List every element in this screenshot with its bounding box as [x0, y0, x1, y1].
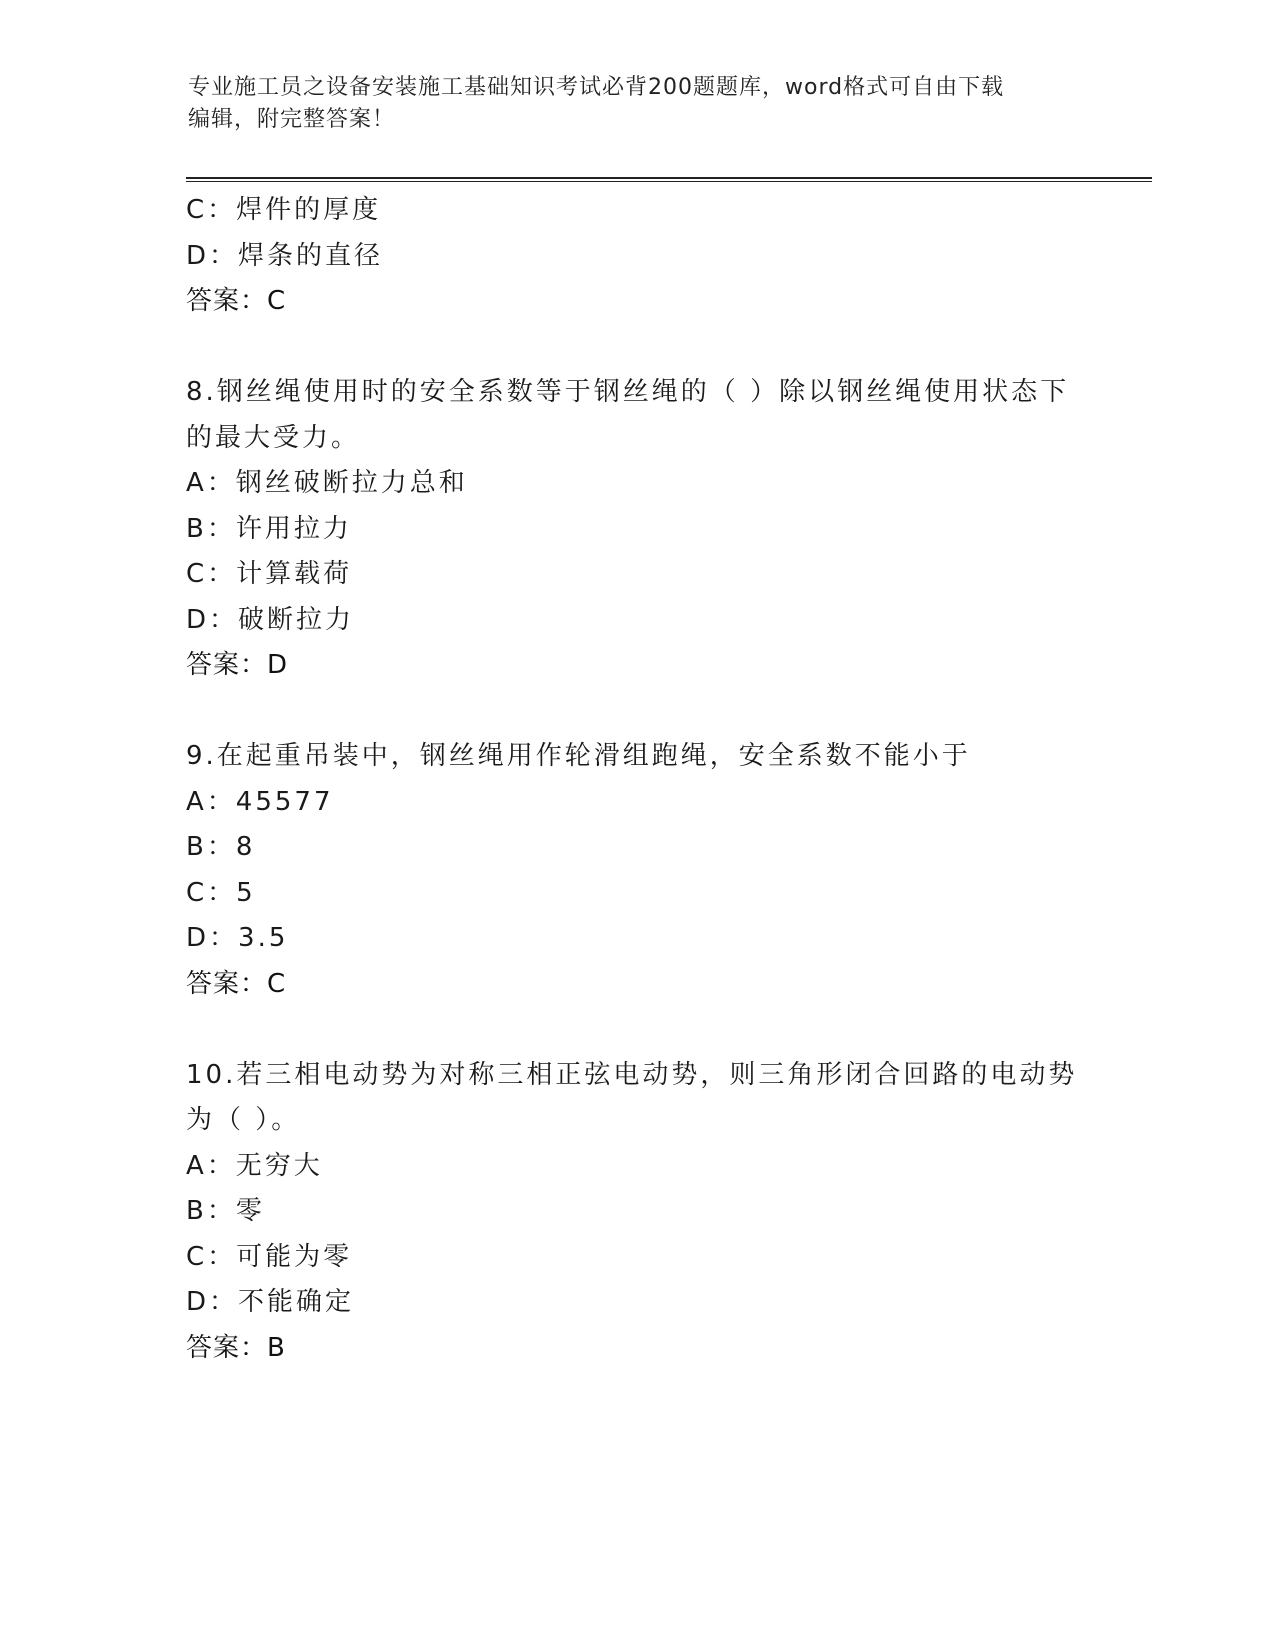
question-list — [186, 188, 1086, 1371]
question-block — [186, 1053, 1086, 1372]
answer-label: 答案：C — [186, 286, 287, 316]
option-b: B：许用拉力 — [186, 513, 352, 544]
option-b: B：零 — [186, 1196, 265, 1226]
option-a: A：钢丝破断拉力总和 — [186, 468, 468, 498]
option-d: D：破断拉力 — [186, 604, 355, 635]
question-stem: 8.钢丝绳使用时的安全系数等于钢丝绳的（ ）除以钢丝绳使用状态下 — [186, 377, 1070, 407]
question-stem: 的最大受力。 — [186, 422, 361, 453]
spacer — [186, 689, 1086, 735]
spacer — [186, 1007, 1086, 1053]
option-d: D：不能确定 — [186, 1287, 355, 1317]
document-header — [188, 72, 1068, 136]
option-c: C：5 — [186, 877, 256, 908]
question-block — [186, 188, 1086, 325]
question-block — [186, 370, 1086, 689]
question-stem: 为（ ）。 — [186, 1105, 301, 1135]
option-c: C：计算载荷 — [186, 559, 353, 589]
option-c: C：焊件的厚度 — [186, 195, 382, 225]
option-d: D：焊条的直径 — [186, 240, 384, 271]
spacer — [186, 325, 1086, 371]
header-title-line-1: 专业施工员之设备安装施工基础知识考试必背200题题库，word格式可自由下载 — [188, 75, 1005, 100]
answer-label: 答案：D — [186, 650, 289, 680]
option-a: A：45577 — [186, 786, 334, 817]
header-divider — [186, 177, 1152, 182]
answer-label: 答案：C — [186, 968, 287, 999]
question-block — [186, 734, 1086, 1007]
option-c: C：可能为零 — [186, 1241, 353, 1272]
answer-label: 答案：B — [186, 1332, 286, 1363]
question-stem: 10.若三相电动势为对称三相正弦电动势，则三角形闭合回路的电动势 — [186, 1059, 1078, 1090]
option-d: D：3.5 — [186, 923, 289, 953]
option-a: A：无穷大 — [186, 1150, 323, 1181]
header-title-line-2: 编辑，附完整答案！ — [188, 107, 396, 132]
question-stem: 9.在起重吊装中，钢丝绳用作轮滑组跑绳，安全系数不能小于 — [186, 741, 971, 771]
option-b: B：8 — [186, 832, 256, 862]
